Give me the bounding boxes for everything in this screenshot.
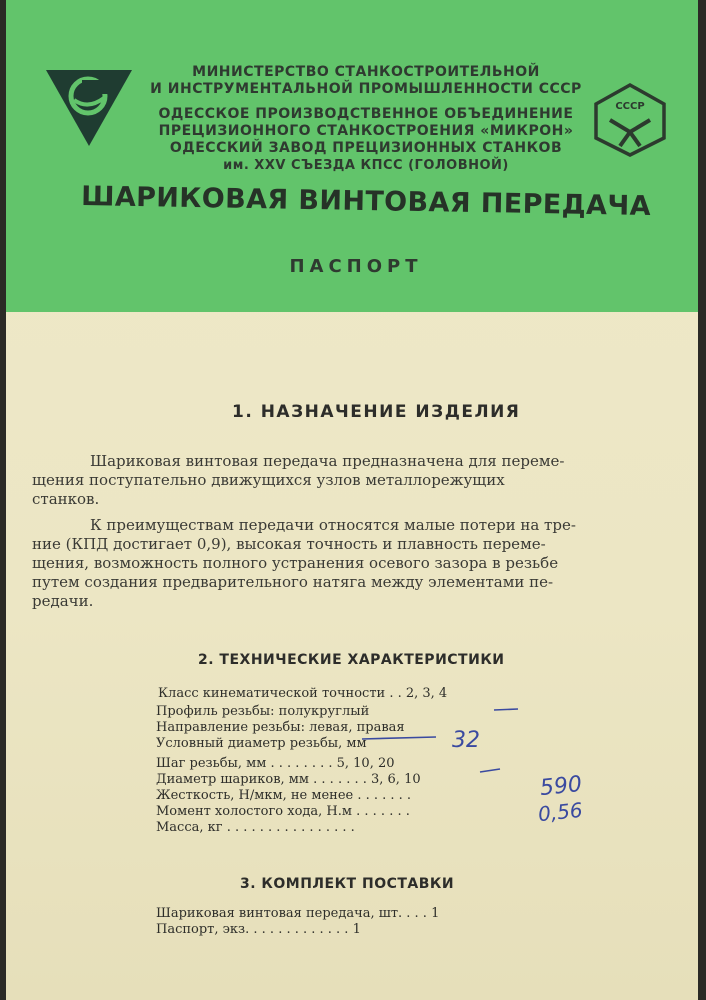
spec-row-stiffness: Жесткость, Н/мкм, не менее . . . . . . . [156,788,412,803]
org-line-3: ОДЕССКИЙ ЗАВОД ПРЕЦИЗИОННЫХ СТАНКОВ [169,140,563,156]
spec-row-nominal-diameter: Условный диаметр резьбы, мм [156,736,367,751]
paragraph-2-line: щения, возможность полного устранения осевого зазора в резьбе [32,554,559,572]
org-line-4: им. XXV СЪЕЗДА КПСС (ГОЛОВНОЙ) [223,158,509,173]
spec-row-accuracy-class: Класс кинематической точности . . 2, 3, 4 [158,686,448,701]
paragraph-2-line: ние (КПД достигает 0,9), высокая точность и плавность переме- [32,535,546,553]
spec-row-mass: Масса, кг . . . . . . . . . . . . . . . . [156,820,355,835]
paragraph-1-line: станков. [32,490,100,508]
passport-sheet [6,0,698,1000]
handwritten-stiffness-value: 590 [538,771,584,802]
ministry-line-2: И ИНСТРУМЕНТАЛЬНОЙ ПРОМЫШЛЕННОСТИ СССР [150,81,582,97]
section-2-heading: 2. ТЕХНИЧЕСКИЕ ХАРАКТЕРИСТИКИ [198,652,505,668]
spec-row-idle-torque: Момент холостого хода, Н.м . . . . . . . [156,804,410,819]
spec-row-thread-direction: Направление резьбы: левая, правая [156,720,405,735]
org-line-1: ОДЕССКОЕ ПРОИЗВОДСТВЕННОЕ ОБЪЕДИНЕНИЕ [158,106,574,122]
document-subtitle: ПАСПОРТ [289,256,423,277]
paragraph-1-line: Шариковая винтовая передача предназначена для переме- [90,452,565,470]
spec-row-thread-pitch: Шаг резьбы, мм . . . . . . . . 5, 10, 20 [156,756,395,771]
handwritten-diameter-value: 32 [452,728,480,753]
org-line-2: ПРЕЦИЗИОННОГО СТАНКОСТРОЕНИЯ «МИКРОН» [158,123,574,139]
document-title: ШАРИКОВАЯ ВИНТОВАЯ ПЕРЕДАЧА [80,181,652,222]
delivery-row-passport: Паспорт, экз. . . . . . . . . . . . . 1 [156,922,361,937]
ministry-line-1: МИНИСТЕРСТВО СТАНКОСТРОИТЕЛЬНОЙ [192,64,540,80]
handwritten-underlines [6,0,698,1000]
handwritten-torque-value: 0,56 [536,797,584,827]
paragraph-2-line: редачи. [32,592,94,610]
spec-row-ball-diameter: Диаметр шариков, мм . . . . . . . 3, 6, 10 [156,772,421,787]
svg-text:СССР: СССР [615,101,645,112]
section-1-heading: 1. НАЗНАЧЕНИЕ ИЗДЕЛИЯ [232,402,521,422]
paragraph-1-line: щения поступательно движущихся узлов металлорежущих [32,471,505,489]
section-3-heading: 3. КОМПЛЕКТ ПОСТАВКИ [240,876,455,892]
paragraph-2-line: путем создания предварительного натяга между элементами пе- [32,573,554,591]
paragraph-2-line: К преимуществам передачи относятся малые потери на тре- [90,516,576,534]
spec-row-thread-profile: Профиль резьбы: полукруглый [156,704,370,719]
delivery-row-ball-screw: Шариковая винтовая передача, шт. . . . 1 [156,906,440,921]
